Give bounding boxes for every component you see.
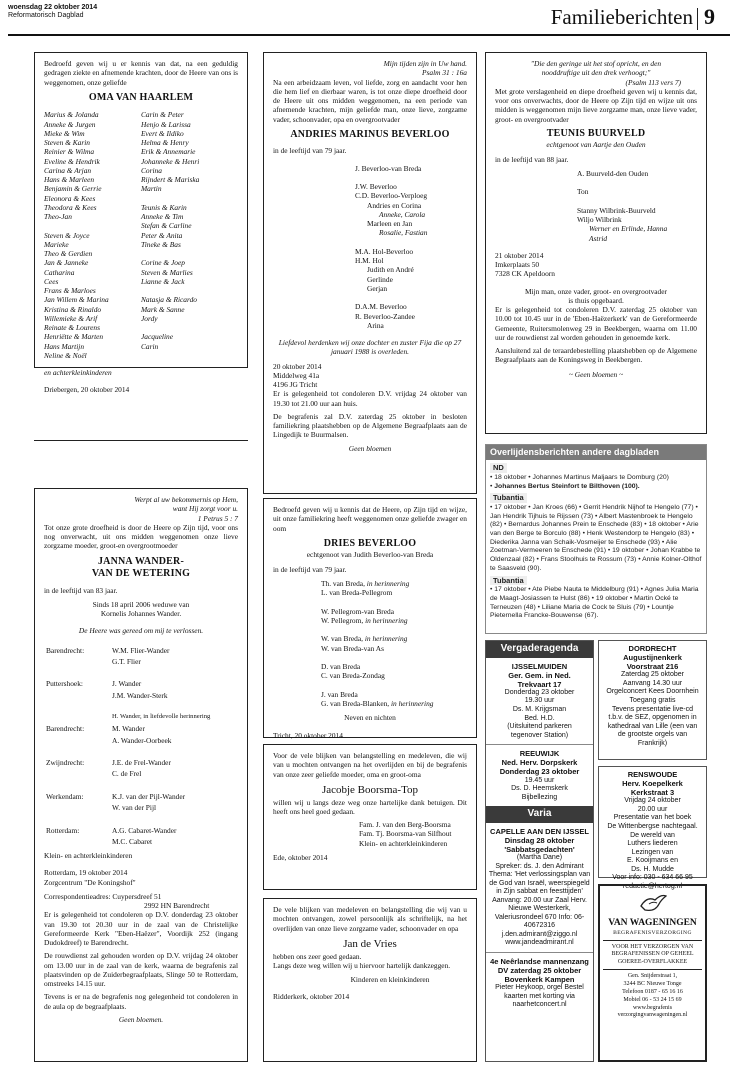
family-member: Jan & Janneke [44, 258, 89, 268]
header-date: woensdag 22 oktober 2014 [8, 4, 98, 11]
ad5-family [273, 579, 467, 709]
vergader-event-ijsselmuiden: IJSSELMUIDEN Ger. Gem. in Ned. Trekvaart 17 Donderdag 23 oktober 19.30 uur Ds. M. Krijgsman Bed. H.D. (Uitsluitend parkeren tegenover Station) [504, 661, 575, 739]
family-member: Martin [141, 184, 162, 194]
wageningen-line-1: VOOR HET VERZORGEN VAN [611, 943, 694, 950]
event-line: Frankrijk) [637, 739, 668, 747]
event-line: Ds. H. Mudde [631, 865, 674, 873]
ad5-name: DRIES BEVERLOO [323, 537, 417, 549]
ad4-p3: Tevens is er na de begrafenis nog gelegenheid tot condoleren in de aula op de begraafplaats. [44, 992, 238, 1011]
ad1-name: OMA VAN HAARLEM [88, 91, 194, 103]
family-row [46, 668, 210, 677]
family-member: Benjamin & Gerrie [44, 184, 102, 194]
family-member [355, 293, 467, 302]
family-member: Carin [141, 341, 159, 351]
family-member: Klein- en achterkleinkinderen [359, 838, 448, 848]
ad6-intro: Voor de vele blijken van belangstelling en medeleven, die wij van u mochten ontvangen na het overlijden en bij de begrafenis van onze zeer geliefde moeder, oma en groot-oma [273, 751, 467, 779]
family-member: M. Wander [112, 724, 145, 734]
ad2-age: in de leeftijd van 79 jaar. [273, 146, 347, 156]
family-row [46, 814, 210, 823]
family-row [46, 758, 210, 767]
ad-van-wageningen [598, 884, 707, 1062]
family-member: Judith en André [367, 265, 414, 275]
family-member [577, 197, 697, 206]
obituary-teunis-buurveld [485, 52, 707, 434]
ad3-p1: Er is gelegenheid tot condoleren D.V. zaterdag 25 oktober van 10.00 tot 10.45 uur in de 'Eben-Haëzerkerk' van de Gereformeerde Gemeente, Ruitersmolenweg 29 in Beekbergen, waarna om 11.00 uur de rouwdienst zal worden gehouden in genoemde kerk. [495, 305, 697, 342]
family-row [46, 713, 210, 722]
family-place [46, 837, 110, 846]
event-dordrecht: DORDRECHT Augustijnenkerk Voorstraat 216 Zaterdag 25 oktober Aanvang 14.30 uur Orgelconcert Kees Doornhein Toegang gratis Tevens presentatie live-cd t.b.v. de SEZ, opgenomen in kathedraal van Lille (een van de grootste orgels van Frankrijk) [598, 640, 707, 760]
ad3-verse2: nooddruftige uit den drek verhoogt;" [541, 68, 651, 78]
family-member: Lianne & Jack [141, 276, 185, 286]
event-renswoude: RENSWOUDE Herv. Koepelkerk Kerkstraat 3 Vrijdag 24 oktober 20.00 uur Presentatie van het boek De Wittenbergse nachtegaal. De wereld van Luthers liederen Lezingen van E. Kooijmans en Ds. H. Mudde Voor info: 030 - 634 66 95 redactie@hertog.nl [598, 766, 707, 878]
family-member [577, 178, 697, 187]
family-member: Astrid [589, 233, 608, 243]
family-member: A. Wander-Oorbeek [112, 735, 172, 745]
family-member: C. van Breda-Zondag [321, 671, 385, 681]
family-place [46, 814, 110, 823]
family-member: Anneke & Tim [141, 212, 184, 221]
family-member: J. Beverloo-van Breda [355, 163, 422, 173]
family-member: Marius & Jolanda [44, 110, 99, 120]
ad4-p2: De rouwdienst zal gehouden worden op D.V. vrijdag 24 oktober om 13.00 uur in de zaal van de kerk, waarna de begrafenis zal plaatsvinden op de Zuiderbegraafplaats, Slinge 50 te Rotterdam, omstreeks 14.15 uur. [44, 951, 238, 988]
section-title: Familieberichten [550, 5, 693, 29]
ad3-addr2: Imkerplaats 50 [495, 260, 540, 269]
family-member [321, 681, 467, 690]
family-member: Peter & Anita [141, 230, 183, 240]
family-member [321, 625, 467, 634]
family-member: Jan Willem & Marina [44, 295, 109, 305]
family-member: Hans & Marleen [44, 175, 95, 184]
family-member: Anneke, Carola [379, 209, 426, 219]
family-place [46, 657, 110, 666]
ad7-p2: Langs deze weg willen wij u hiervoor hartelijk dankzeggen. [273, 960, 451, 970]
ad4-since1: Sinds 18 april 2006 weduwe van [92, 599, 190, 609]
event-line: Tevens presentatie live-cd [612, 705, 693, 713]
ad4-family [44, 644, 212, 849]
ad4-verse1: Werpt al uw bekommernis op Hem, [134, 495, 238, 504]
varia-title: Varia [486, 806, 593, 823]
family-member: Anneke & Jurgen [44, 119, 96, 129]
tubantia-items-2: • 17 oktober • Ate Piebe Nauta te Middelburg (91) • Agnes Julia Maria de Maagt-Josiassen te Hulst (86) • 19 oktober • Martin Ocké te Terneuzen (48) • Liliane Maria de Cock te Sluis (79) • Lountje Pieternella Francke-Bouwense (67). [490, 586, 699, 620]
family-member: W. Pellegrom-van Breda [321, 606, 394, 616]
overlijdensberichten-box [485, 444, 707, 634]
family-member: Arina [367, 320, 384, 330]
event-line: Luthers liederen [627, 840, 678, 848]
family-member: J.W. Beverloo [355, 182, 397, 191]
family-row [46, 781, 210, 790]
family-place [46, 781, 110, 790]
ad2-ref: Psalm 31 : 16a [422, 68, 467, 78]
thanks-jan-de-vries [263, 898, 477, 1062]
ad4-ref: 1 Petrus 5 : 7 [197, 513, 238, 523]
family-member: Catharina [44, 267, 75, 277]
family-place [46, 769, 110, 778]
divider [486, 952, 593, 953]
ad3-addr1: 21 oktober 2014 [495, 250, 544, 260]
ad5-intro: Bedroefd geven wij u kennis dat de Heere, op Zijn tijd en wijze, uit onze familiekring heeft weggenomen onze geliefde zwager en oom [273, 505, 467, 533]
ad1-family-right [141, 110, 238, 360]
ad3-ref: (Psalm 113 vers 7) [625, 77, 681, 87]
family-member: Reinier & Wilma [44, 147, 95, 157]
family-member: Gerlinde [367, 274, 393, 284]
ad7-kids: Kinderen en kleinkinderen [350, 975, 430, 984]
family-place [46, 736, 110, 745]
event-line: Orgelconcert Kees Doornhein [606, 688, 699, 696]
wageningen-addr-1: Gen. Snijderstraat 1, [627, 973, 678, 980]
family-place: Rotterdam: [46, 825, 80, 835]
ad3-verse1: "Die den geringe uit het stof opricht, en den [530, 59, 662, 68]
family-place [46, 668, 110, 677]
family-member: Stanny Wilbrink-Buurveld [577, 205, 656, 215]
family-member: J. van Breda [321, 689, 358, 699]
family-place: Zwijndrecht: [46, 758, 85, 767]
ad5-place: Tricht, 20 oktober 2014 [273, 730, 343, 740]
family-member: W. van der Pijl [112, 803, 157, 812]
ad1-family-left [44, 110, 141, 360]
ad2-name: ANDRIES MARINUS BEVERLOO [290, 128, 450, 140]
family-member: Steven & Karin [44, 138, 90, 147]
family-row [46, 657, 210, 666]
family-member: Kristina & Rinaldo [44, 304, 102, 314]
obituary-dries-beverloo [263, 498, 477, 738]
family-member: W.M. Flier-Wander [112, 645, 170, 655]
family-member: J.M. Wander-Sterk [112, 690, 168, 700]
ad4-since2: Kornelis Johannes Wander. [100, 609, 182, 618]
header-divider [697, 8, 698, 30]
ad4-name1: JANNA WANDER- [97, 555, 185, 567]
ad4-name2: VAN DE WETERING [91, 568, 191, 579]
family-member: Henriëtte & Marten [44, 332, 104, 342]
obituary-andries-beverloo [263, 52, 477, 494]
family-member: W. van Breda-van As [321, 643, 384, 653]
family-member: D. van Breda [321, 662, 361, 671]
page-number: 9 [704, 4, 715, 29]
ad2-addr2: Middelweg 41a [273, 370, 320, 380]
family-member: Tineke & Bas [141, 239, 181, 249]
ad2-verse: Mijn tijden zijn in Uw hand. [383, 59, 467, 68]
obituary-janna-wander [34, 488, 248, 1062]
wageningen-name: VAN WAGENINGEN [608, 918, 697, 928]
ad3-age: in de leeftijd van 88 jaar. [495, 154, 569, 164]
family-member: Jacqueline [141, 332, 174, 342]
ad2-flowers: Geen bloemen [348, 443, 392, 453]
family-place [46, 691, 110, 700]
family-member: Cees [44, 276, 59, 286]
ad4-addr2: Zorgcentrum "De Koningshof" [44, 877, 136, 887]
ad3-memo1: Mijn man, onze vader, groot- en overgrootvader [525, 286, 667, 296]
nd-label: ND [490, 463, 507, 473]
family-member: Neline & Noël [44, 350, 87, 360]
family-member: M.A. Hol-Beverloo [355, 246, 414, 256]
ad6-p1: willen wij u langs deze weg onze hartelijke dank betuigen. Dit heeft ons heel goed gedaan. [273, 797, 467, 816]
event-line: t.b.v. de SEZ, opgenomen in [608, 714, 697, 722]
ad3-name: TEUNIS BUURVELD [546, 127, 646, 139]
family-member [112, 814, 210, 823]
wageningen-line-3: GOEREE-OVERFLAKKEE [617, 958, 688, 965]
family-member [141, 286, 238, 295]
family-member: Rijndert & Mariska [141, 175, 200, 184]
family-member: Gerjan [367, 283, 388, 293]
ad6-name: Jacobje Boorsma-Top [321, 783, 419, 796]
ad2-p2: De begrafenis zal D.V. zaterdag 25 oktober in besloten familiekring plaatshebben op de Algemene Begraafplaats aan de Lingedijk te Buurmalsen. [273, 411, 467, 440]
family-member: Rosalie, Fastian [379, 228, 428, 238]
ad4-corr2: 2992 HN Barendrecht [144, 901, 210, 910]
family-member [355, 173, 467, 182]
family-member: Fam. Tj. Boorsma-van Silfhout [359, 829, 452, 839]
family-member: W. van Breda, in herinnering [321, 634, 408, 644]
varia-event-kampen: 4e Neêrlandse mannenzang DV zaterdag 25 oktober Bovenkerk Kampen Pieter Heykoop, orgel Bestel kaarten met korting via naarhetconcert.nl [490, 956, 589, 1009]
wageningen-mobile: Mobiel 06 - 53 24 15 69 [623, 996, 682, 1003]
family-place: Puttershoek: [46, 679, 83, 689]
family-member: Evert & Ildiko [141, 128, 184, 138]
family-member: Marieke [44, 239, 69, 249]
family-member [141, 249, 238, 258]
vergader-event-reeuwijk: REEUWIJK Ned. Herv. Dorpskerk Donderdag 23 oktober 19.45 uur Ds. D. Heemskerk Bijbellezing [499, 749, 580, 801]
family-row [46, 736, 210, 745]
nd-item-2: • Johannes Bertus Steinfort te Bilthoven (100). [490, 482, 640, 490]
family-member: Fam. J. van den Berg-Boorsma [359, 820, 451, 829]
family-member: Wiljo Wilbrink [577, 215, 622, 224]
event-line: E. Kooijmans en [627, 857, 678, 865]
wageningen-sub: BEGRAFENISVERZORGING [613, 929, 692, 936]
family-row [46, 679, 210, 688]
ad5-spouse: echtgenoot van Judith Beverloo-van Breda [306, 550, 434, 560]
family-member: R. Beverloo-Zandee [355, 311, 415, 321]
family-member: Theodora & Kees [44, 202, 97, 212]
event-line: Vrijdag 24 oktober [624, 797, 681, 805]
family-row [46, 769, 210, 778]
event-line: De Wittenbergse nachtegaal. [607, 823, 698, 831]
wageningen-line-2: BEGRAFENISSEN OP GEHEEL [611, 951, 694, 958]
family-member: Steven & Joyce [44, 230, 90, 240]
family-row [46, 826, 210, 835]
family-member: W. Pellegrom, in herinnering [321, 615, 408, 625]
ad3-p2: Aansluitend zal de teraardebestelling plaatshebben op de Algemene Begraafplaats aan de Koningsweg in Beekbergen. [495, 346, 697, 365]
ad4-intro: Tot onze grote droefheid is door de Heere op Zijn tijd, voor ons nog onverwacht, uit ons midden weggenomen onze lieve zorgzame moeder, groot-en overgrootmoeder [44, 522, 238, 551]
ad1-kids: en achterkleinkinderen [44, 368, 112, 377]
family-row [46, 724, 210, 733]
event-line: Voor info: 030 - 634 66 95 [612, 874, 693, 882]
family-member: Teunis & Karin [141, 202, 187, 212]
vergader-title: Vergaderagenda [486, 641, 593, 658]
ad7-name: Jan de Vries [343, 937, 397, 950]
family-member: Eleonora & Kees [44, 193, 96, 203]
family-row [46, 747, 210, 756]
family-member: A.G. Cabaret-Wander [112, 825, 177, 835]
family-member: Mieke & Wim [44, 128, 85, 138]
family-member: H.M. Hol [355, 256, 384, 265]
tubantia-label-2: Tubantia [490, 576, 527, 586]
ad7-place: Ridderkerk, oktober 2014 [273, 992, 350, 1002]
ad4-corr1: Correspondentieadres: Cuypersdreef 51 [44, 891, 162, 901]
event-line: Presentatie van het boek [613, 814, 692, 822]
dove-logo-icon [639, 892, 667, 916]
family-member: Carin & Peter [141, 110, 184, 120]
family-place [46, 747, 110, 756]
ad1-intro: Bedroefd geven wij u er kennis van dat, na een geduldig gedragen ziekte en afnemende krachten, door de Heere van ons is weggenomen, onze geliefde [44, 59, 238, 87]
family-member: Corine & Joep [141, 258, 185, 268]
family-member [112, 781, 210, 790]
event-line: Toegang gratis [629, 697, 676, 705]
family-place [46, 702, 110, 711]
family-row [46, 691, 210, 700]
event-line: Zaterdag 25 oktober [620, 671, 685, 679]
family-member: Helma & Henry [141, 138, 189, 147]
divider [603, 969, 702, 970]
event-line: De wereld van [630, 831, 675, 839]
family-member: Mark & Sanne [141, 304, 185, 314]
event-line: de grootste orgels van [617, 731, 688, 739]
column-rule [34, 440, 248, 441]
family-member [112, 702, 210, 711]
ad4-verse3: De Heere was gereed om mij te verlossen. [78, 626, 204, 636]
ad4-age: in de leeftijd van 83 jaar. [44, 585, 118, 595]
wageningen-web-1[interactable]: www.begrafenis [632, 1004, 673, 1011]
obituary-oma-van-haarlem [34, 52, 248, 395]
family-member: Stefan & Carline [141, 221, 192, 231]
family-member: C. de Frel [112, 769, 142, 779]
family-member [141, 351, 238, 360]
ad2-family [273, 164, 467, 331]
vergaderagenda [485, 640, 594, 1062]
family-member: K.J. van der Pijl-Wander [112, 791, 186, 801]
wageningen-addr-2: 3244 BC Nieuwe Tonge [623, 981, 682, 988]
family-row [46, 646, 210, 655]
family-member: Reinate & Lourens [44, 323, 100, 332]
family-member: Theo & Gerdien [44, 249, 93, 258]
ad1-place: Driebergen, 20 oktober 2014 [44, 385, 130, 395]
family-member: J. Wander [112, 679, 142, 689]
family-row [46, 803, 210, 812]
ad5-kids: Neven en nichten [344, 713, 396, 723]
event-line: Aanvang 14.30 uur [622, 679, 683, 687]
header-rule [8, 34, 730, 36]
family-member: Ton [577, 187, 589, 197]
family-member: Johanneke & Henri [141, 156, 200, 166]
family-place [46, 713, 110, 722]
tubantia-label-1: Tubantia [490, 493, 527, 503]
family-row [46, 702, 210, 711]
family-place [46, 803, 110, 812]
family-place: Werkendam: [46, 791, 84, 801]
ad6-family [273, 820, 467, 848]
family-member [112, 668, 210, 677]
event-line: Lezingen van [631, 848, 674, 856]
family-member: M.C. Cabaret [112, 836, 153, 846]
ad2-intro: Na een arbeidzaam leven, vol liefde, zorg en aandacht voor hen die hem lief en dierbaar waren, is tot onze diepe droefheid door de Heere uit ons midden weggenomen, na een periode van afnemende krachten, mijn geliefde man, onze lieve, zorgzame vader, schoonvader, opa en overgrootvader [273, 77, 467, 124]
family-member: Henjo & Larissa [141, 119, 191, 129]
family-member: Erik & Annemarie [141, 147, 196, 157]
family-member: Theo-Jan [44, 212, 72, 221]
tubantia-items-1: • 17 oktober • Jan Kroes (66) • Gerrit Hendrik Nijhof te Hengelo (77) • Jan Hendrik Tijhuis te Rijssen (73) • Albert Mastenbroek te Hengelo (82) • Bernardus Johannes Prein te Enschede (83) • 18 oktober • Arie van den Berge te Borculo (88) • Henk Westendorp te Hengelo (83) • Diederika Janna van Schaik-Vosmeijer te Enschede (93) • Alie Zoetman-Vermeeren te Enschede (91) • 19 oktober • Johan Krabbe te Oldenzaal (82) • Frans Stoolhuis te Rossum (73) • Annie Kolner-Olthof te Saasveld (90). [490, 504, 702, 572]
family-member: Natasja & Ricardo [141, 295, 197, 305]
ad3-flowers: ~ Geen bloemen ~ [568, 369, 624, 379]
ad3-intro: Met grote verslagenheid en diepe droefheid geven wij u kennis dat, voor ons onverwachts, door de Heere op Zijn tijd en wijze uit ons midden is weggenomen mijn lieve zorgzame man, onze lieve vader, groot- en overgrootvader [495, 86, 697, 124]
family-member [141, 323, 238, 332]
ad7-intro: De vele blijken van medeleven en belangstelling die wij van u mochten ontvangen, zowel persoonlijk als schriftelijk, na het overlijden van onze lieve zorgzame vader, schoonvader en opa [273, 905, 467, 933]
ad2-memo: Liefdevol herdenken wij onze dochter en zuster Fija die op 27 januari 1988 is overleden. [278, 338, 462, 357]
ad4-addr1: Rotterdam, 19 oktober 2014 [44, 868, 128, 878]
ad1-family [44, 110, 238, 360]
family-member: A. Buurveld-den Ouden [577, 168, 649, 178]
family-member: H. Wander, in liefdevolle herinnering [112, 713, 211, 720]
family-member [112, 747, 210, 756]
family-member: Carina & Arjan [44, 165, 92, 175]
family-member: Andries en Corina [367, 200, 422, 210]
family-member: Werner en Erlinde, Hanna [589, 224, 668, 234]
divider [603, 940, 702, 941]
family-member: Jordy [141, 313, 158, 323]
event-line: 20.00 uur [637, 805, 668, 813]
family-member: J.E. de Frel-Wander [112, 758, 171, 767]
family-member: G.T. Flier [112, 656, 141, 666]
family-place: Barendrecht: [46, 645, 85, 655]
header-meta [8, 4, 97, 21]
family-row [46, 837, 210, 846]
family-row [46, 792, 210, 801]
ad4-verse2: want Hij zorgt voor u. [172, 504, 238, 514]
family-member: D.A.M. Beverloo [355, 302, 407, 312]
ad2-addr3: 4196 JG Tricht [273, 380, 318, 389]
family-member: Eveline & Hendrik [44, 156, 100, 166]
wageningen-web-2[interactable]: verzorgingvanwageningen.nl [617, 1012, 688, 1019]
family-member: L. van Breda-Pellegrom [321, 588, 393, 597]
header-paper: Reformatorisch Dagblad [8, 12, 84, 20]
family-member [321, 597, 467, 606]
family-member [44, 221, 141, 230]
thanks-jacobje-boorsma [263, 744, 477, 890]
family-member [355, 238, 467, 247]
family-place: Barendrecht: [46, 724, 85, 734]
ad4-flowers: Geen bloemen. [118, 1014, 164, 1024]
ad4-p1: Er is gelegenheid tot condoleren op D.V. donderdag 23 oktober van 19.30 tot 20.30 uur in de zaal van de Christelijke Gereformeerde Kerk "Eben-Haëzer", Voordijk 252 (ingang Dudokdreef) te Barendrecht. [44, 910, 238, 947]
ad3-spouse: echtgenoot van Aartje den Ouden [546, 140, 646, 150]
ad5-age: in de leeftijd van 79 jaar. [273, 564, 347, 574]
overlijden-title: Overlijdensberichten andere dagbladen [486, 445, 706, 460]
ad3-memo2: is thuis opgebaard. [568, 295, 624, 305]
ad7-p1: hebben ons zeer goed gedaan. [273, 951, 362, 961]
family-member: Corina [141, 165, 162, 175]
family-member [141, 194, 238, 203]
family-member: C.D. Beverloo-Verploeg [355, 191, 428, 201]
ad2-p1: Er is gelegenheid tot condoleren D.V. vrijdag 24 oktober van 19.30 tot 21.00 uur aan huis. [273, 389, 467, 408]
ad4-kids: Klein- en achterkleinkinderen [44, 851, 133, 860]
wageningen-phone: Telefoon 0187 - 65 16 16 [622, 988, 683, 995]
nd-item-1: • 18 oktober • Johannes Martinus Maljaars te Domburg (20) [490, 473, 669, 481]
family-member: G. van Breda-Blanken, in herinnering [321, 699, 434, 708]
family-member: Hans Martijn [44, 341, 85, 351]
varia-event-capelle: CAPELLE AAN DEN IJSSEL Dinsdag 28 oktober 'Sabbatsgedachten' (Martha Dane) Spreker: ds. J. den Admirant Thema: 'Het verlossingsplan van de God van Israël, weerspiegeld in Zijn sabbat en feesttijden' Aanvang: 20.00 uur Zaal Herv. Nieuwe Westerkerk, Valeriusrondeel 670 Info: 06-40672316 j.den.admirant@ziggo.nl www.jandeadmirant.nl [488, 826, 591, 947]
ad3-addr3: 7328 CK Apeldoorn [495, 269, 555, 279]
ad6-place: Ede, oktober 2014 [273, 852, 328, 862]
divider [486, 744, 593, 745]
family-member [321, 653, 467, 662]
event-line: redactie@hertog.nl [622, 882, 683, 890]
family-member: Willemieke & Arif [44, 313, 98, 323]
family-member: Th. van Breda, in herinnering [321, 578, 410, 588]
ad2-addr1: 20 oktober 2014 [273, 361, 322, 371]
event-line: kathedraal van Lille (een van [607, 722, 698, 730]
family-member: Frans & Marloes [44, 286, 96, 295]
ad3-family [495, 169, 697, 243]
family-member: Marleen en Jan [367, 219, 413, 228]
family-member: Steven & Marlies [141, 267, 193, 277]
